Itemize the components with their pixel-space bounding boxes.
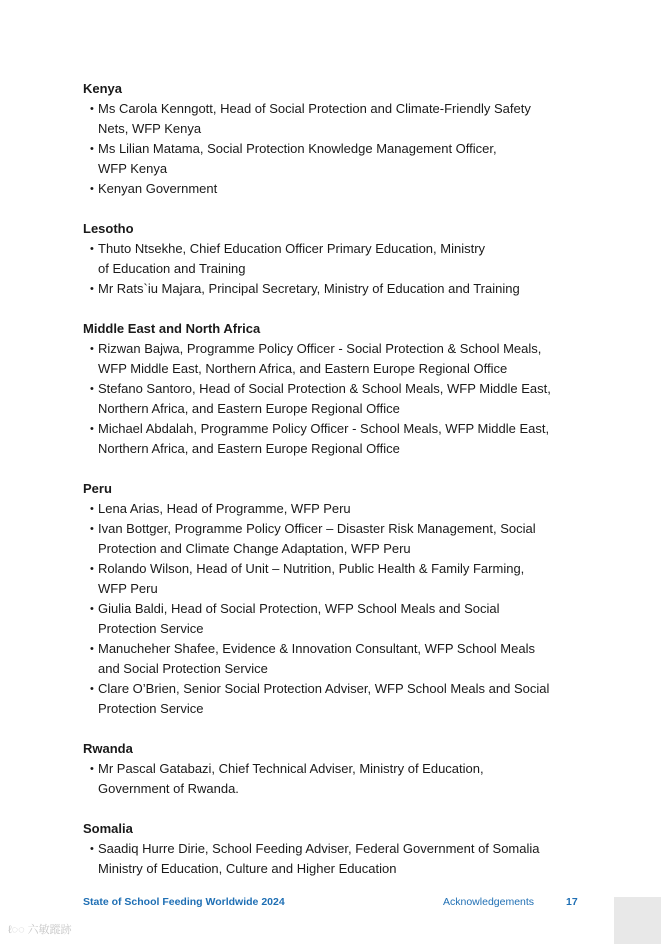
item-line: Government of Rwanda. — [98, 781, 239, 796]
item-line: Protection Service — [98, 701, 204, 716]
corner-box — [614, 897, 661, 944]
item-line: Ministry of Education, Culture and Higher Education — [98, 861, 397, 876]
item-line: Mr Pascal Gatabazi, Chief Technical Adviser, Ministry of Education, — [98, 761, 484, 776]
bullet-icon: • — [90, 343, 94, 355]
item-line: Thuto Ntsekhe, Chief Education Officer Primary Education, Ministry — [98, 241, 486, 256]
bullet-icon: • — [90, 423, 94, 435]
bullet-icon: • — [90, 243, 94, 255]
contributor-list — [83, 759, 583, 799]
list-item — [83, 279, 583, 299]
bullet-icon: • — [90, 603, 94, 615]
item-line: Ms Lilian Matama, Social Protection Knowledge Management Officer, — [98, 141, 497, 156]
section-somalia — [83, 819, 583, 879]
contributor-list — [83, 339, 583, 459]
bullet-icon: • — [90, 683, 94, 695]
list-item — [83, 379, 583, 419]
item-line: Clare O’Brien, Senior Social Protection Adviser, WFP School Meals and Social — [98, 681, 550, 696]
acknowledgements-list — [83, 79, 583, 899]
section-middle-east-and-north-africa — [83, 319, 583, 459]
section-lesotho — [83, 219, 583, 299]
bullet-icon: • — [90, 843, 94, 855]
list-item — [83, 839, 583, 879]
section-peru — [83, 479, 583, 719]
bullet-icon: • — [90, 643, 94, 655]
item-line: Northern Africa, and Eastern Europe Regional Office — [98, 401, 400, 416]
list-item — [83, 559, 583, 599]
list-item — [83, 419, 583, 459]
section-heading: Rwanda — [83, 741, 133, 756]
bullet-icon: • — [90, 563, 94, 575]
item-line: Saadiq Hurre Dirie, School Feeding Adviser, Federal Government of Somalia — [98, 841, 540, 856]
item-line: Lena Arias, Head of Programme, WFP Peru — [98, 501, 351, 516]
item-line: Mr Rats`iu Majara, Principal Secretary, Ministry of Education and Training — [98, 281, 520, 296]
item-line: Giulia Baldi, Head of Social Protection, WFP School Meals and Social — [98, 601, 500, 616]
item-line: of Education and Training — [98, 261, 246, 276]
contributor-list — [83, 839, 583, 879]
list-item — [83, 499, 583, 519]
bullet-icon: • — [90, 523, 94, 535]
bullet-icon: • — [90, 103, 94, 115]
section-heading: Middle East and North Africa — [83, 321, 261, 336]
page-number: 17 — [566, 896, 578, 908]
item-line: Michael Abdalah, Programme Policy Officer - School Meals, WFP Middle East, — [98, 421, 550, 436]
item-line: WFP Middle East, Northern Africa, and Eastern Europe Regional Office — [98, 361, 508, 376]
item-line: Protection Service — [98, 621, 204, 636]
list-item — [83, 759, 583, 799]
bullet-icon: • — [90, 763, 94, 775]
list-item — [83, 339, 583, 379]
bullet-icon: • — [90, 383, 94, 395]
section-name: Acknowledgements — [443, 896, 535, 908]
item-line: WFP Kenya — [98, 161, 168, 176]
contributor-list — [83, 239, 583, 299]
section-heading: Peru — [83, 481, 112, 496]
item-line: Stefano Santoro, Head of Social Protection & School Meals, WFP Middle East, — [98, 381, 551, 396]
item-line: and Social Protection Service — [98, 661, 268, 676]
section-rwanda — [83, 739, 583, 799]
section-kenya — [83, 79, 583, 199]
bullet-icon: • — [90, 143, 94, 155]
item-line: Manucheher Shafee, Evidence & Innovation Consultant, WFP School Meals — [98, 641, 535, 656]
list-item — [83, 239, 583, 279]
bullet-icon: • — [90, 283, 94, 295]
item-line: Northern Africa, and Eastern Europe Regional Office — [98, 441, 400, 456]
watermark: ℓ◌◌ 六敏蹤跡 — [8, 924, 72, 936]
list-item — [83, 99, 583, 139]
section-heading: Somalia — [83, 821, 133, 836]
item-line: Nets, WFP Kenya — [98, 121, 202, 136]
list-item — [83, 519, 583, 559]
item-line: Ms Carola Kenngott, Head of Social Protection and Climate-Friendly Safety — [98, 101, 531, 116]
item-line: Rizwan Bajwa, Programme Policy Officer - Social Protection & School Meals, — [98, 341, 542, 356]
list-item — [83, 599, 583, 639]
item-line: Kenyan Government — [98, 181, 218, 196]
item-line: Ivan Bottger, Programme Policy Officer – Disaster Risk Management, Social — [98, 521, 536, 536]
list-item — [83, 639, 583, 679]
report-title: State of School Feeding Worldwide 2024 — [83, 896, 285, 908]
section-heading: Kenya — [83, 81, 123, 96]
item-line: WFP Peru — [98, 581, 158, 596]
list-item — [83, 679, 583, 719]
section-heading: Lesotho — [83, 221, 134, 236]
bullet-icon: • — [90, 503, 94, 515]
bullet-icon: • — [90, 183, 94, 195]
item-line: Rolando Wilson, Head of Unit – Nutrition, Public Health & Family Farming, — [98, 561, 525, 576]
list-item — [83, 139, 583, 179]
contributor-list — [83, 99, 583, 199]
list-item — [83, 179, 583, 199]
item-line: Protection and Climate Change Adaptation, WFP Peru — [98, 541, 411, 556]
contributor-list — [83, 499, 583, 719]
